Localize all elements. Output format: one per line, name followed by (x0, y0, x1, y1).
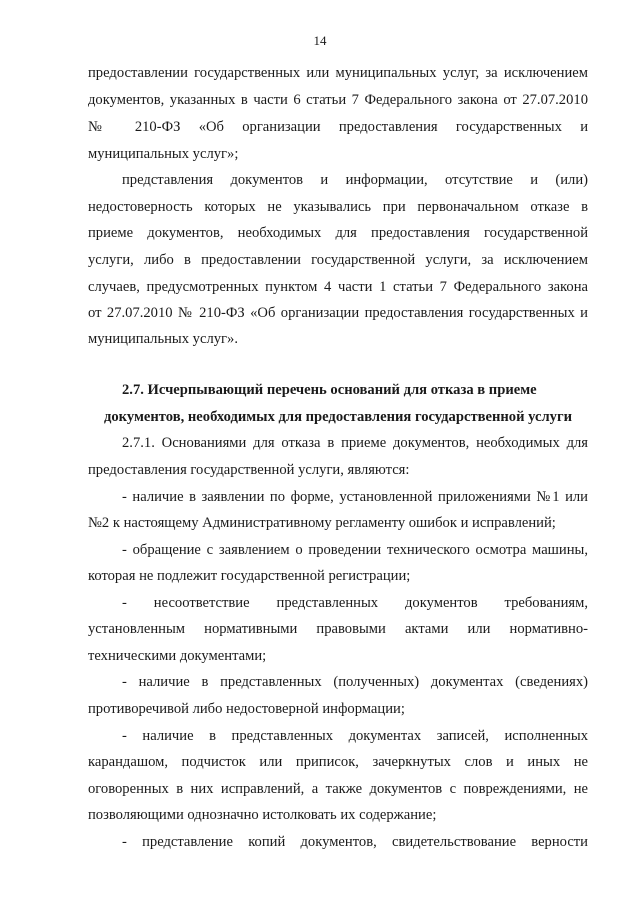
list-item-line: - обращение с заявлением о проведении технического осмотра машины, (122, 542, 588, 558)
text-line: недостоверность которых не указывались при первоначальном отказе в (88, 199, 588, 215)
text-line: 2.7.1. Основаниями для отказа в приеме документов, необходимых для (122, 435, 588, 451)
page-number: 14 (313, 33, 327, 48)
list-item-line: которая не подлежит государственной регистрации; (88, 568, 411, 584)
list-item-line: - несоответствие представленных документов требованиям, (122, 595, 588, 611)
list-item-line: - наличие в представленных (полученных) документах (сведениях) (122, 674, 588, 690)
text-line: случаев, предусмотренных пунктом 4 части 1 статьи 7 Федерального закона (88, 279, 588, 295)
list-item-line: - наличие в заявлении по форме, установленной приложениями №1 или (122, 489, 588, 505)
list-item-line: установленным нормативными правовыми актами или нормативно- (88, 621, 588, 637)
list-item-line: оговоренных в них исправлений, а также документов с повреждениями, не (88, 781, 588, 797)
list-item-line: техническими документами; (88, 648, 267, 664)
list-item-line: - наличие в представленных документах записей, исполненных (122, 728, 588, 744)
section-heading: документов, необходимых для предоставления государственной услуги (104, 409, 572, 425)
list-item-line: позволяющими однозначно истолковать их содержание; (88, 807, 437, 823)
text-line: предоставления государственной услуги, являются: (88, 462, 410, 478)
text-line: № 210-ФЗ «Об организации предоставления государственных и (88, 119, 588, 135)
text-line: документов, указанных в части 6 статьи 7 Федерального закона от 27.07.2010 (88, 92, 588, 108)
list-item-line: №2 к настоящему Административному регламенту ошибок и исправлений; (88, 515, 556, 531)
text-line: представления документов и информации, отсутствие и (или) (122, 172, 588, 188)
text-line: услуги, либо в предоставлении государственной услуги, за исключением (88, 252, 588, 268)
text-line: муниципальных услуг»; (88, 146, 239, 162)
list-item-line: противоречивой либо недостоверной информации; (88, 701, 405, 717)
text-line: муниципальных услуг». (88, 331, 238, 347)
text-line: от 27.07.2010 № 210-ФЗ «Об организации предоставления государственных и (88, 305, 588, 321)
list-item-line: - представление копий документов, свидетельствование верности (122, 834, 588, 850)
list-item-line: карандашом, подчисток или приписок, зачеркнутых слов и иных не (88, 754, 588, 770)
text-line: приеме документов, необходимых для предоставления государственной (88, 225, 588, 241)
text-line: предоставлении государственных или муниципальных услуг, за исключением (88, 65, 588, 81)
section-heading: 2.7. Исчерпывающий перечень оснований для отказа в приеме (122, 382, 537, 398)
